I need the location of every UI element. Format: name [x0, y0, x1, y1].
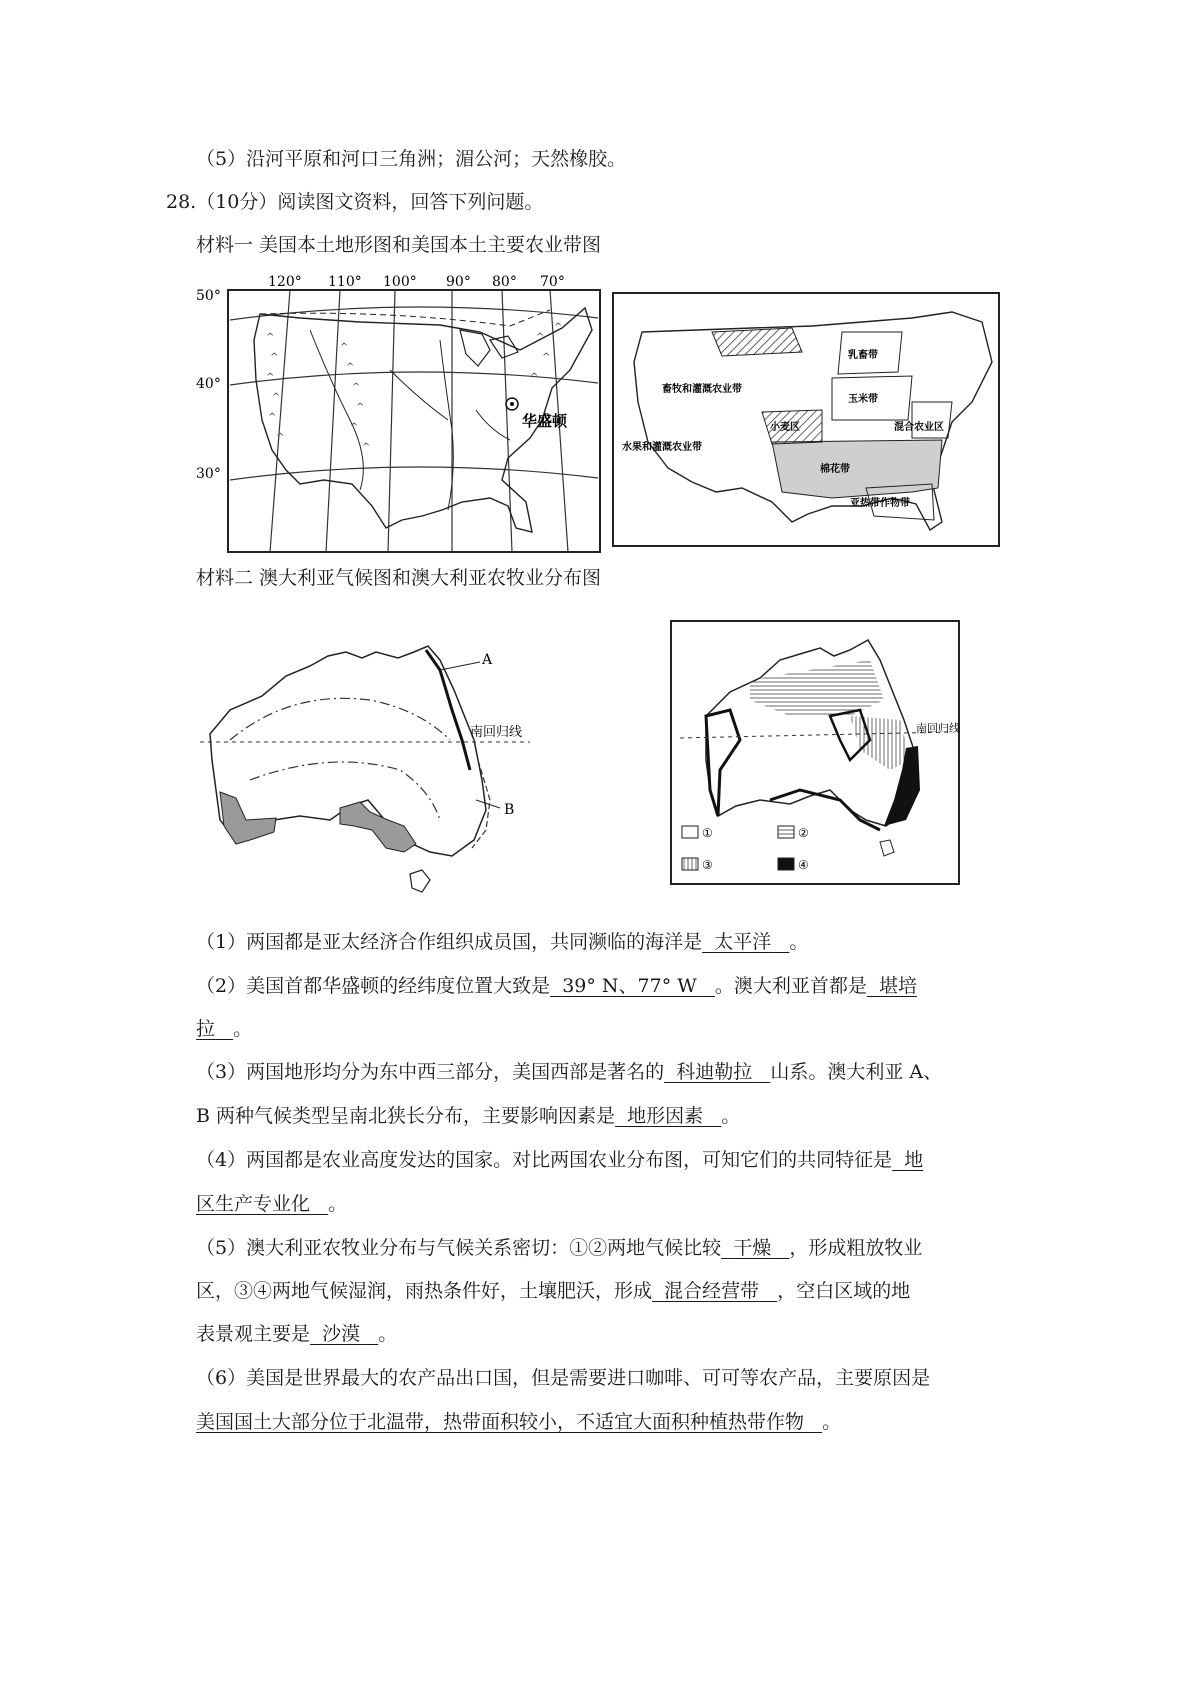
answer-6-fill: 美国国土大部分位于北温带，热带面积较小，不适宜大面积种植热带作物	[196, 1411, 805, 1433]
answer-3: （3）两国地形均分为东中西三部分，美国西部是著名的 科迪勒拉 山系。澳大利亚 A、	[196, 1061, 943, 1083]
svg-text:^: ^	[340, 342, 349, 353]
climate-label-b: B	[504, 802, 515, 818]
answer-4: （4）两国都是农业高度发达的国家。对比两国农业分布图，可知它们的共同特征是 地	[196, 1149, 924, 1171]
washington-label: 华盛顿	[522, 412, 568, 430]
mountain-symbols	[266, 322, 562, 453]
svg-text:^: ^	[362, 442, 371, 453]
answer-5-fill: 干燥	[733, 1237, 772, 1259]
belt-label: 亚热带作物带	[850, 498, 910, 509]
svg-text:^: ^	[272, 392, 281, 403]
answer-5-cont-2: 表景观主要是 沙漠 。	[196, 1323, 398, 1345]
svg-text:^: ^	[352, 382, 361, 393]
answer-3-cont: B 两种气候类型呈南北狭长分布，主要影响因素是 地形因素 。	[196, 1105, 741, 1127]
lon-label: 100°	[383, 274, 417, 290]
svg-text:^: ^	[554, 322, 563, 333]
prev-answer-5: （5）沿河平原和河口三角洲；湄公河；天然橡胶。	[196, 148, 627, 170]
svg-text:^: ^	[536, 332, 545, 343]
lat-label: 50°	[196, 288, 221, 304]
answer-5-cont: 区，③④两地气候湿润，雨热条件好，土壤肥沃，形成 混合经营带 ，空白区域的地	[196, 1280, 911, 1302]
belt-label: 畜牧和灌溉农业带	[662, 384, 742, 395]
svg-text:^: ^	[266, 332, 275, 343]
svg-text:^: ^	[270, 352, 279, 363]
legend-label: ④	[798, 858, 809, 872]
svg-text:^: ^	[530, 372, 539, 383]
usa-agriculture-belt-map	[612, 292, 1000, 547]
usa-topographic-map	[190, 270, 610, 554]
question-28-title: 28.（10分）阅读图文资料，回答下列问题。	[166, 191, 544, 213]
answer-3-fill-2: 地形因素	[627, 1105, 704, 1127]
lon-label: 70°	[540, 274, 565, 290]
svg-text:^: ^	[276, 432, 285, 443]
answer-3-fill: 科迪勒拉	[676, 1061, 753, 1083]
legend-label: ①	[702, 826, 713, 840]
lat-label: 40°	[196, 376, 221, 392]
lon-label: 80°	[492, 274, 517, 290]
answer-2-cont: 拉 。	[196, 1018, 253, 1040]
belt-label: 棉花带	[820, 464, 850, 475]
belt-label: 玉米带	[848, 394, 878, 405]
tropic-label: 南回归线	[470, 725, 523, 740]
svg-text:^: ^	[542, 352, 551, 363]
answer-5-fill-3: 沙漠	[322, 1323, 361, 1345]
answer-2: （2）美国首都华盛顿的经纬度位置大致是 39° N、77° W 。澳大利亚首都是 堪培	[196, 975, 918, 997]
belt-label: 小麦区	[770, 422, 800, 433]
australia-agriculture-map	[670, 620, 960, 885]
svg-text:^: ^	[346, 362, 355, 373]
answer-5-fill-2: 混合经营带	[664, 1280, 760, 1302]
australia-climate-map	[190, 630, 550, 900]
legend-label: ③	[702, 858, 713, 872]
svg-text:^: ^	[266, 372, 275, 383]
lon-label: 110°	[328, 274, 362, 290]
answer-4-cont: 区生产专业化 。	[196, 1193, 348, 1215]
svg-text:^: ^	[356, 402, 365, 413]
answer-4-fill: 地	[904, 1149, 924, 1171]
svg-text:^: ^	[268, 412, 277, 423]
answer-2-fill-2: 堪培	[879, 975, 918, 997]
belt-label: 混合农业区	[894, 422, 944, 433]
material2-caption: 材料二 澳大利亚气候图和澳大利亚农牧业分布图	[196, 567, 602, 589]
answer-2-fill: 39° N、77° W	[562, 975, 697, 997]
tropic-label: 南回归线	[916, 722, 960, 735]
answer-1: （1）两国都是亚太经济合作组织成员国，共同濒临的海洋是 太平洋 。	[196, 931, 809, 953]
lon-label: 120°	[268, 274, 302, 290]
svg-text:^: ^	[350, 422, 359, 433]
climate-label-a: A	[482, 652, 493, 668]
answer-6-cont: 美国国土大部分位于北温带，热带面积较小，不适宜大面积种植热带作物 。	[196, 1411, 842, 1433]
belt-label: 乳畜带	[848, 350, 878, 361]
answer-1-fill: 太平洋	[714, 931, 772, 953]
lon-label: 90°	[446, 274, 471, 290]
legend-label: ②	[798, 826, 809, 840]
answer-6: （6）美国是世界最大的农产品出口国，但是需要进口咖啡、可可等农产品，主要原因是	[196, 1367, 931, 1389]
lat-label: 30°	[196, 466, 221, 482]
answer-5: （5）澳大利亚农牧业分布与气候关系密切：①②两地气候比较 干燥 ，形成粗放牧业	[196, 1237, 923, 1259]
belt-label: 水果和灌溉农业带	[622, 442, 702, 453]
material1-caption: 材料一 美国本土地形图和美国本土主要农业带图	[196, 234, 602, 256]
